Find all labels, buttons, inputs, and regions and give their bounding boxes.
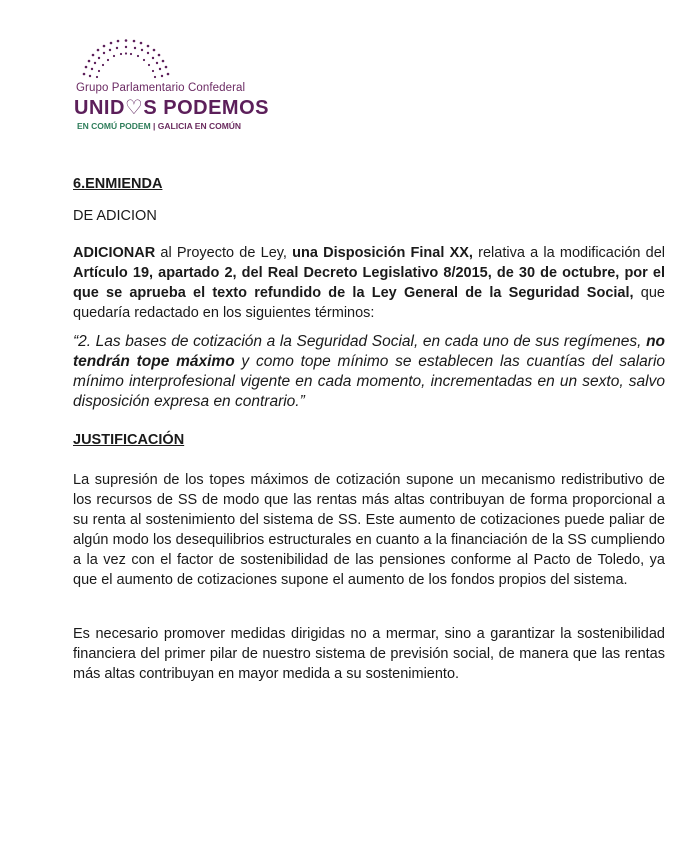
amendment-intro <box>73 243 665 323</box>
intro-disposition: una Disposición Final XX, <box>292 245 473 261</box>
intro-text-3: que quedaría redactado en los siguientes términos: <box>73 285 665 321</box>
logo-group-text: Grupo Parlamentario Confederal <box>76 82 246 94</box>
party-logo <box>70 34 290 144</box>
justification-heading: JUSTIFICACIÓN <box>73 432 185 448</box>
intro-article: Artículo 19, apartado 2, del Real Decreto Legislativo 8/2015, de 30 de octubre, por el que se aprueba el texto refundido de la Ley General de la Seguridad Social, <box>73 265 665 301</box>
amendment-heading: 6.ENMIENDA <box>73 176 163 192</box>
quote-text-2: y como tope mínimo se establecen las cuantías del salario mínimo interprofesional vigente en cada momento, incrementadas en un sexto, salvo disposición expresa en contrario.” <box>73 353 666 410</box>
intro-text-2: relativa a la modificación del <box>472 245 666 261</box>
quote-text-1: “2. Las bases de cotización a la Seguridad Social, en cada uno de sus regímenes, <box>73 333 647 350</box>
intro-text-1: al Proyecto de Ley, <box>155 245 293 261</box>
logo-subtitle <box>77 121 241 131</box>
logo-arc-icon <box>76 34 176 82</box>
heart-icon: ♡ <box>124 97 144 119</box>
logo-sub-part2: GALICIA EN COMÚN <box>157 121 242 131</box>
intro-verb: ADICIONAR <box>73 245 156 261</box>
logo-name-part2: S PODEMOS <box>143 97 269 119</box>
justification-paragraph-2: Es necesario promover medidas dirigidas no a mermar, sino a garantizar la sostenibilidad financiera del primer pilar de nuestro sistema de previsión social, de manera que las rentas más altas contribuyan en mayor medida a su sostenimiento. <box>73 626 665 682</box>
logo-name-part1: UNID <box>74 97 125 119</box>
amendment-quote <box>73 332 665 412</box>
logo-party-name <box>74 95 269 120</box>
logo-sub-part1: EN COMÚ PODEM <box>77 121 151 131</box>
amendment-type: DE ADICION <box>73 208 157 224</box>
logo-sub-separator: | <box>150 121 158 131</box>
justification-paragraph-1: La supresión de los topes máximos de cotización supone un mecanismo redistributivo de los recursos de SS de modo que las rentas más altas contribuyan de forma proporcional a su renta al sostenimiento del sistema de SS. Este aumento de cotizaciones puede paliar de algún modo los desequilibrios estructurales en cuanto a la financiación de la SS cumpliendo a la vez con el factor de sostenibilidad de las pensiones conforme al Pacto de Toledo, ya que el aumento de cotizaciones supone el aumento de los fondos propios del sistema. <box>73 472 665 588</box>
quote-emphasis: no tendrán tope máximo <box>73 333 665 370</box>
